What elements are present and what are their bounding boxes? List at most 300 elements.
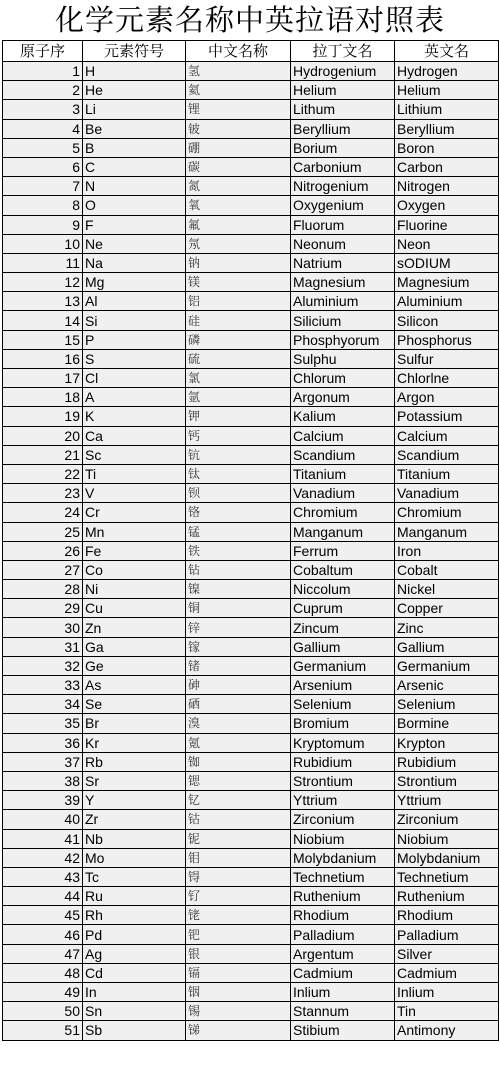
latin-name-cell: Ferrum — [291, 541, 395, 560]
english-name-cell: Boron — [395, 138, 499, 157]
table-row — [3, 541, 499, 560]
english-name-cell: Nickel — [395, 580, 499, 599]
latin-name-cell: Oxygenium — [291, 196, 395, 215]
atomic-number-cell: 18 — [3, 388, 83, 407]
atomic-number-cell: 37 — [3, 752, 83, 771]
symbol-cell: Sb — [83, 1021, 186, 1040]
english-name-cell: Palladium — [395, 925, 499, 944]
english-name-cell: Cobalt — [395, 560, 499, 579]
table-row — [3, 522, 499, 541]
chinese-name-cell: 砷 — [186, 676, 291, 695]
atomic-number-cell: 26 — [3, 541, 83, 560]
symbol-cell: Mo — [83, 848, 186, 867]
english-name-cell: Zinc — [395, 618, 499, 637]
latin-name-cell: Inlium — [291, 983, 395, 1002]
table-row — [3, 426, 499, 445]
symbol-cell: Li — [83, 100, 186, 119]
symbol-cell: Ge — [83, 656, 186, 675]
table-row — [3, 407, 499, 426]
symbol-cell: Ca — [83, 426, 186, 445]
english-name-cell: Silicon — [395, 311, 499, 330]
symbol-cell: Ne — [83, 234, 186, 253]
table-row — [3, 848, 499, 867]
symbol-cell: Fe — [83, 541, 186, 560]
chinese-name-cell: 铁 — [186, 541, 291, 560]
chinese-name-cell: 铟 — [186, 983, 291, 1002]
atomic-number-cell: 19 — [3, 407, 83, 426]
atomic-number-cell: 39 — [3, 791, 83, 810]
chinese-name-cell: 碳 — [186, 157, 291, 176]
atomic-number-cell: 25 — [3, 522, 83, 541]
symbol-cell: Zn — [83, 618, 186, 637]
table-row — [3, 253, 499, 272]
atomic-number-cell: 14 — [3, 311, 83, 330]
english-name-cell: Bormine — [395, 714, 499, 733]
symbol-cell: Ti — [83, 464, 186, 483]
latin-name-cell: Niccolum — [291, 580, 395, 599]
english-name-cell: Tin — [395, 1002, 499, 1021]
atomic-number-cell: 7 — [3, 177, 83, 196]
table-row — [3, 906, 499, 925]
latin-name-cell: Ruthenium — [291, 887, 395, 906]
table-row — [3, 867, 499, 886]
english-name-cell: sODIUM — [395, 253, 499, 272]
english-name-cell: Technetium — [395, 867, 499, 886]
latin-name-cell: Calcium — [291, 426, 395, 445]
latin-name-cell: Rhodium — [291, 906, 395, 925]
symbol-cell: Nb — [83, 829, 186, 848]
english-name-cell: Antimony — [395, 1021, 499, 1040]
chinese-name-cell: 氢 — [186, 62, 291, 81]
header-latin-name: 拉丁文名 — [291, 41, 395, 62]
latin-name-cell: Titanium — [291, 464, 395, 483]
symbol-cell: Se — [83, 695, 186, 714]
chinese-name-cell: 铬 — [186, 503, 291, 522]
table-row — [3, 637, 499, 656]
chinese-name-cell: 硅 — [186, 311, 291, 330]
chinese-name-cell: 镓 — [186, 637, 291, 656]
atomic-number-cell: 4 — [3, 119, 83, 138]
atomic-number-cell: 16 — [3, 349, 83, 368]
latin-name-cell: Kalium — [291, 407, 395, 426]
chinese-name-cell: 铑 — [186, 906, 291, 925]
latin-name-cell: Manganum — [291, 522, 395, 541]
symbol-cell: A — [83, 388, 186, 407]
latin-name-cell: Palladium — [291, 925, 395, 944]
document-page — [2, 0, 498, 1041]
latin-name-cell: Cuprum — [291, 599, 395, 618]
english-name-cell: Hydrogen — [395, 62, 499, 81]
latin-name-cell: Cadmium — [291, 963, 395, 982]
symbol-cell: V — [83, 484, 186, 503]
english-name-cell: Magnesium — [395, 273, 499, 292]
chinese-name-cell: 钠 — [186, 253, 291, 272]
atomic-number-cell: 3 — [3, 100, 83, 119]
atomic-number-cell: 47 — [3, 944, 83, 963]
english-name-cell: Molybdanium — [395, 848, 499, 867]
symbol-cell: S — [83, 349, 186, 368]
chinese-name-cell: 镉 — [186, 963, 291, 982]
english-name-cell: Argon — [395, 388, 499, 407]
latin-name-cell: Stannum — [291, 1002, 395, 1021]
chinese-name-cell: 钯 — [186, 925, 291, 944]
latin-name-cell: Cobaltum — [291, 560, 395, 579]
symbol-cell: As — [83, 676, 186, 695]
atomic-number-cell: 50 — [3, 1002, 83, 1021]
english-name-cell: Scandium — [395, 445, 499, 464]
chinese-name-cell: 钡 — [186, 484, 291, 503]
chinese-name-cell: 钪 — [186, 445, 291, 464]
header-chinese-name: 中文名称 — [186, 41, 291, 62]
table-row — [3, 1021, 499, 1040]
symbol-cell: Cr — [83, 503, 186, 522]
english-name-cell: Strontium — [395, 771, 499, 790]
chinese-name-cell: 钙 — [186, 426, 291, 445]
atomic-number-cell: 20 — [3, 426, 83, 445]
symbol-cell: In — [83, 983, 186, 1002]
atomic-number-cell: 45 — [3, 906, 83, 925]
chinese-name-cell: 锑 — [186, 1021, 291, 1040]
latin-name-cell: Argentum — [291, 944, 395, 963]
atomic-number-cell: 6 — [3, 157, 83, 176]
atomic-number-cell: 38 — [3, 771, 83, 790]
symbol-cell: Be — [83, 119, 186, 138]
table-row — [3, 81, 499, 100]
chinese-name-cell: 铝 — [186, 292, 291, 311]
table-row — [3, 119, 499, 138]
latin-name-cell: Aluminium — [291, 292, 395, 311]
symbol-cell: Rb — [83, 752, 186, 771]
symbol-cell: Ru — [83, 887, 186, 906]
latin-name-cell: Silicium — [291, 311, 395, 330]
latin-name-cell: Sulphu — [291, 349, 395, 368]
english-name-cell: Calcium — [395, 426, 499, 445]
chinese-name-cell: 铷 — [186, 752, 291, 771]
symbol-cell: B — [83, 138, 186, 157]
atomic-number-cell: 34 — [3, 695, 83, 714]
symbol-cell: Ag — [83, 944, 186, 963]
english-name-cell: Cadmium — [395, 963, 499, 982]
latin-name-cell: Yttrium — [291, 791, 395, 810]
atomic-number-cell: 15 — [3, 330, 83, 349]
table-row — [3, 791, 499, 810]
english-name-cell: Germanium — [395, 656, 499, 675]
latin-name-cell: Nitrogenium — [291, 177, 395, 196]
english-name-cell: Zirconium — [395, 810, 499, 829]
atomic-number-cell: 46 — [3, 925, 83, 944]
english-name-cell: Niobium — [395, 829, 499, 848]
symbol-cell: Ni — [83, 580, 186, 599]
table-row — [3, 100, 499, 119]
element-table — [2, 40, 499, 1041]
atomic-number-cell: 17 — [3, 369, 83, 388]
table-row — [3, 464, 499, 483]
table-row — [3, 733, 499, 752]
english-name-cell: Potassium — [395, 407, 499, 426]
chinese-name-cell: 铌 — [186, 829, 291, 848]
symbol-cell: Tc — [83, 867, 186, 886]
atomic-number-cell: 28 — [3, 580, 83, 599]
atomic-number-cell: 23 — [3, 484, 83, 503]
chinese-name-cell: 锰 — [186, 522, 291, 541]
english-name-cell: Arsenic — [395, 676, 499, 695]
header-symbol: 元素符号 — [83, 41, 186, 62]
chinese-name-cell: 镍 — [186, 580, 291, 599]
chinese-name-cell: 钛 — [186, 464, 291, 483]
chinese-name-cell: 铍 — [186, 119, 291, 138]
table-row — [3, 944, 499, 963]
symbol-cell: Si — [83, 311, 186, 330]
symbol-cell: N — [83, 177, 186, 196]
table-row — [3, 752, 499, 771]
english-name-cell: Phosphorus — [395, 330, 499, 349]
chinese-name-cell: 锗 — [186, 656, 291, 675]
table-row — [3, 810, 499, 829]
chinese-name-cell: 钴 — [186, 810, 291, 829]
english-name-cell: Copper — [395, 599, 499, 618]
symbol-cell: Na — [83, 253, 186, 272]
chinese-name-cell: 钼 — [186, 848, 291, 867]
chinese-name-cell: 氩 — [186, 388, 291, 407]
atomic-number-cell: 10 — [3, 234, 83, 253]
table-row — [3, 560, 499, 579]
chinese-name-cell: 锂 — [186, 100, 291, 119]
table-row — [3, 963, 499, 982]
english-name-cell: Carbon — [395, 157, 499, 176]
chinese-name-cell: 锡 — [186, 1002, 291, 1021]
table-row — [3, 599, 499, 618]
atomic-number-cell: 27 — [3, 560, 83, 579]
latin-name-cell: Phosphyorum — [291, 330, 395, 349]
symbol-cell: Sr — [83, 771, 186, 790]
latin-name-cell: Carbonium — [291, 157, 395, 176]
english-name-cell: Manganum — [395, 522, 499, 541]
chinese-name-cell: 硒 — [186, 695, 291, 714]
atomic-number-cell: 42 — [3, 848, 83, 867]
latin-name-cell: Stibium — [291, 1021, 395, 1040]
atomic-number-cell: 13 — [3, 292, 83, 311]
atomic-number-cell: 24 — [3, 503, 83, 522]
latin-name-cell: Bromium — [291, 714, 395, 733]
table-row — [3, 157, 499, 176]
english-name-cell: Neon — [395, 234, 499, 253]
english-name-cell: Chromium — [395, 503, 499, 522]
chinese-name-cell: 钇 — [186, 791, 291, 810]
atomic-number-cell: 1 — [3, 62, 83, 81]
table-row — [3, 695, 499, 714]
english-name-cell: Beryllium — [395, 119, 499, 138]
chinese-name-cell: 氟 — [186, 215, 291, 234]
table-body — [3, 62, 499, 1041]
atomic-number-cell: 33 — [3, 676, 83, 695]
table-row — [3, 925, 499, 944]
latin-name-cell: Selenium — [291, 695, 395, 714]
chinese-name-cell: 氧 — [186, 196, 291, 215]
chinese-name-cell: 锌 — [186, 618, 291, 637]
table-row — [3, 215, 499, 234]
latin-name-cell: Natrium — [291, 253, 395, 272]
latin-name-cell: Zirconium — [291, 810, 395, 829]
atomic-number-cell: 22 — [3, 464, 83, 483]
english-name-cell: Fluorine — [395, 215, 499, 234]
symbol-cell: Cl — [83, 369, 186, 388]
table-row — [3, 62, 499, 81]
atomic-number-cell: 21 — [3, 445, 83, 464]
symbol-cell: Zr — [83, 810, 186, 829]
english-name-cell: Nitrogen — [395, 177, 499, 196]
table-row — [3, 484, 499, 503]
latin-name-cell: Borium — [291, 138, 395, 157]
table-row — [3, 714, 499, 733]
symbol-cell: F — [83, 215, 186, 234]
atomic-number-cell: 32 — [3, 656, 83, 675]
table-row — [3, 771, 499, 790]
symbol-cell: Mg — [83, 273, 186, 292]
english-name-cell: Titanium — [395, 464, 499, 483]
symbol-cell: Y — [83, 791, 186, 810]
english-name-cell: Inlium — [395, 983, 499, 1002]
latin-name-cell: Fluorum — [291, 215, 395, 234]
table-row — [3, 177, 499, 196]
chinese-name-cell: 锶 — [186, 771, 291, 790]
latin-name-cell: Argonum — [291, 388, 395, 407]
chinese-name-cell: 氮 — [186, 177, 291, 196]
atomic-number-cell: 8 — [3, 196, 83, 215]
english-name-cell: Vanadium — [395, 484, 499, 503]
english-name-cell: Rubidium — [395, 752, 499, 771]
table-row — [3, 618, 499, 637]
atomic-number-cell: 48 — [3, 963, 83, 982]
latin-name-cell: Kryptomum — [291, 733, 395, 752]
latin-name-cell: Germanium — [291, 656, 395, 675]
english-name-cell: Ruthenium — [395, 887, 499, 906]
latin-name-cell: Arsenium — [291, 676, 395, 695]
english-name-cell: Chlorlne — [395, 369, 499, 388]
latin-name-cell: Neonum — [291, 234, 395, 253]
latin-name-cell: Gallium — [291, 637, 395, 656]
atomic-number-cell: 44 — [3, 887, 83, 906]
atomic-number-cell: 49 — [3, 983, 83, 1002]
table-row — [3, 887, 499, 906]
symbol-cell: Ga — [83, 637, 186, 656]
atomic-number-cell: 35 — [3, 714, 83, 733]
table-row — [3, 983, 499, 1002]
english-name-cell: Selenium — [395, 695, 499, 714]
chinese-name-cell: 氖 — [186, 234, 291, 253]
symbol-cell: Pd — [83, 925, 186, 944]
symbol-cell: P — [83, 330, 186, 349]
symbol-cell: Cd — [83, 963, 186, 982]
atomic-number-cell: 40 — [3, 810, 83, 829]
latin-name-cell: Technetium — [291, 867, 395, 886]
latin-name-cell: Chlorum — [291, 369, 395, 388]
english-name-cell: Krypton — [395, 733, 499, 752]
atomic-number-cell: 29 — [3, 599, 83, 618]
atomic-number-cell: 2 — [3, 81, 83, 100]
atomic-number-cell: 36 — [3, 733, 83, 752]
english-name-cell: Iron — [395, 541, 499, 560]
english-name-cell: Yttrium — [395, 791, 499, 810]
symbol-cell: Sn — [83, 1002, 186, 1021]
table-row — [3, 1002, 499, 1021]
english-name-cell: Oxygen — [395, 196, 499, 215]
atomic-number-cell: 43 — [3, 867, 83, 886]
latin-name-cell: Scandium — [291, 445, 395, 464]
english-name-cell: Lithium — [395, 100, 499, 119]
latin-name-cell: Niobium — [291, 829, 395, 848]
symbol-cell: O — [83, 196, 186, 215]
table-row — [3, 349, 499, 368]
chinese-name-cell: 氦 — [186, 81, 291, 100]
table-row — [3, 234, 499, 253]
chinese-name-cell: 氪 — [186, 733, 291, 752]
symbol-cell: Cu — [83, 599, 186, 618]
table-row — [3, 330, 499, 349]
latin-name-cell: Lithum — [291, 100, 395, 119]
latin-name-cell: Helium — [291, 81, 395, 100]
table-row — [3, 369, 499, 388]
english-name-cell: Helium — [395, 81, 499, 100]
symbol-cell: Rh — [83, 906, 186, 925]
table-row — [3, 388, 499, 407]
chinese-name-cell: 磷 — [186, 330, 291, 349]
table-row — [3, 196, 499, 215]
table-row — [3, 503, 499, 522]
atomic-number-cell: 5 — [3, 138, 83, 157]
latin-name-cell: Magnesium — [291, 273, 395, 292]
symbol-cell: Kr — [83, 733, 186, 752]
table-row — [3, 138, 499, 157]
atomic-number-cell: 12 — [3, 273, 83, 292]
chinese-name-cell: 钌 — [186, 887, 291, 906]
symbol-cell: H — [83, 62, 186, 81]
english-name-cell: Aluminium — [395, 292, 499, 311]
page-title: 化学元素名称中英拉语对照表 — [54, 3, 445, 37]
symbol-cell: Co — [83, 560, 186, 579]
atomic-number-cell: 31 — [3, 637, 83, 656]
header-english-name: 英文名 — [395, 41, 499, 62]
latin-name-cell: Molybdanium — [291, 848, 395, 867]
symbol-cell: Mn — [83, 522, 186, 541]
atomic-number-cell: 30 — [3, 618, 83, 637]
header-row — [3, 41, 499, 62]
table-row — [3, 656, 499, 675]
latin-name-cell: Vanadium — [291, 484, 395, 503]
english-name-cell: Rhodium — [395, 906, 499, 925]
chinese-name-cell: 硫 — [186, 349, 291, 368]
latin-name-cell: Beryllium — [291, 119, 395, 138]
table-row — [3, 292, 499, 311]
chinese-name-cell: 硼 — [186, 138, 291, 157]
header-atomic-number: 原子序 — [3, 41, 83, 62]
table-row — [3, 311, 499, 330]
table-row — [3, 580, 499, 599]
symbol-cell: Sc — [83, 445, 186, 464]
symbol-cell: Al — [83, 292, 186, 311]
latin-name-cell: Rubidium — [291, 752, 395, 771]
atomic-number-cell: 11 — [3, 253, 83, 272]
chinese-name-cell: 镁 — [186, 273, 291, 292]
table-row — [3, 445, 499, 464]
chinese-name-cell: 钾 — [186, 407, 291, 426]
english-name-cell: Sulfur — [395, 349, 499, 368]
chinese-name-cell: 银 — [186, 944, 291, 963]
chinese-name-cell: 铜 — [186, 599, 291, 618]
latin-name-cell: Strontium — [291, 771, 395, 790]
english-name-cell: Silver — [395, 944, 499, 963]
chinese-name-cell: 钻 — [186, 560, 291, 579]
latin-name-cell: Hydrogenium — [291, 62, 395, 81]
